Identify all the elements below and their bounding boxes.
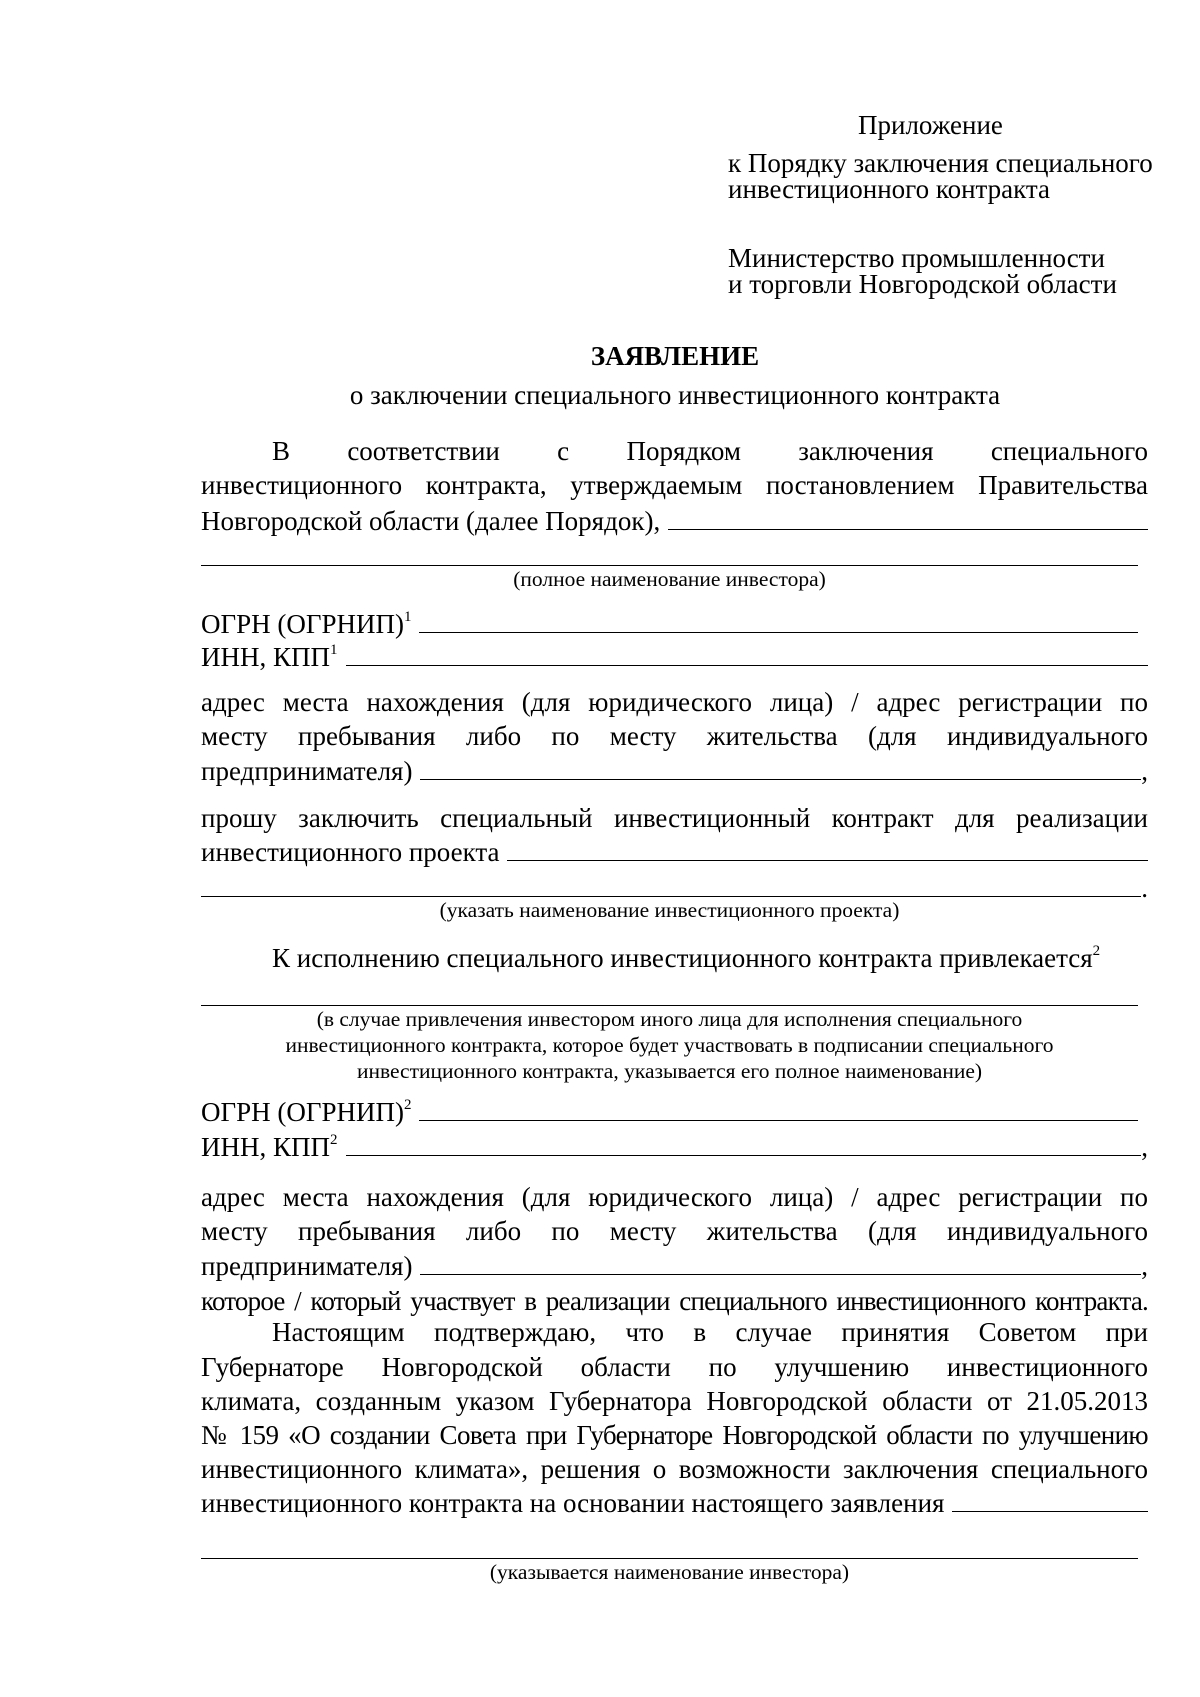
involved-address-field[interactable] <box>420 1250 1141 1275</box>
intro-line1: В соответствии с Порядком заключения специального <box>272 436 1148 466</box>
involved-ogrn-field[interactable] <box>419 1096 1138 1121</box>
investor-inn-row <box>201 640 1148 675</box>
document-title: ЗАЯВЛЕНИЕ <box>590 341 760 371</box>
investor-name-field[interactable] <box>668 505 1148 530</box>
investor-address-comma: , <box>1141 756 1148 786</box>
confirm-investor-field[interactable] <box>952 1487 1148 1512</box>
request-period: . <box>1141 873 1148 903</box>
ministry-line1: Министерство промышленности <box>728 243 1105 273</box>
ministry-line2: и торговли Новгородской области <box>728 269 1117 299</box>
investor-ogrn-label: ОГРН (ОГРНИП)$^1$ <box>201 609 412 639</box>
investor-address-row <box>201 754 1148 789</box>
investor-address-line2: месту пребывания либо по месту жительства (для индивидуального <box>201 721 1148 751</box>
investor-inn-label: ИНН, КПП$^1$ <box>201 642 338 672</box>
confirm-line2: Губернаторе Новгородской области по улучшению инвестиционного <box>201 1352 1148 1382</box>
appendix-label: Приложение <box>858 110 1003 140</box>
intro-line3: Новгородской области (далее Порядок), <box>201 506 661 536</box>
intro-line2: инвестиционного контракта, утверждаемым постановлением Правительства <box>201 470 1148 500</box>
involved-participates-line: которое / который участвует в реализации специального инвестиционного контракта. <box>201 1286 1148 1316</box>
involved-ogrn-label: ОГРН (ОГРНИП)$^2$ <box>201 1097 412 1127</box>
involved-party-line: К исполнению специального инвестиционного контракта привлекается$^2$ <box>272 943 1101 973</box>
project-name-field-line2[interactable] <box>201 872 1141 897</box>
involved-address-line3: предпринимателя) <box>201 1251 413 1281</box>
investor-address-line3: предпринимателя) <box>201 756 413 786</box>
investor-ogrn-row <box>201 607 1138 642</box>
project-name-field[interactable] <box>507 836 1148 861</box>
confirm-investor-row <box>201 1486 1148 1521</box>
involved-inn-label: ИНН, КПП$^2$ <box>201 1132 338 1162</box>
confirm-line4: № 159 «О создании Совета при Губернаторе Новгородской области по улучшению <box>201 1420 1148 1450</box>
project-name-row <box>201 835 1148 870</box>
involved-party-caption3: инвестиционного контракта, указывается его полное наименование) <box>356 1059 983 1083</box>
document-subtitle: о заключении специального инвестиционного контракта <box>349 380 1001 410</box>
confirm-investor-caption: (указывается наименование инвестора) <box>489 1560 850 1584</box>
investor-name-caption: (полное наименование инвестора) <box>513 567 826 591</box>
involved-inn-row <box>201 1130 1148 1165</box>
investor-inn-field[interactable] <box>346 641 1148 666</box>
confirm-line1: Настоящим подтверждаю, что в случае принятия Советом при <box>272 1317 1148 1347</box>
involved-ogrn-row <box>201 1095 1138 1130</box>
project-name-caption: (указать наименование инвестиционного проекта) <box>439 898 900 922</box>
confirm-line6: инвестиционного контракта на основании настоящего заявления <box>201 1488 945 1518</box>
involved-address-line1: адрес места нахождения (для юридического лица) / адрес регистрации по <box>201 1182 1148 1212</box>
involved-party-caption1: (в случае привлечения инвестором иного лица для исполнения специального <box>316 1007 1023 1031</box>
confirm-line5: инвестиционного климата», решения о возможности заключения специального <box>201 1454 1148 1484</box>
investor-ogrn-field[interactable] <box>419 608 1138 633</box>
order-reference-line2: инвестиционного контракта <box>728 174 1051 204</box>
order-reference-line1: к Порядку заключения специального <box>728 148 1153 178</box>
involved-address-row <box>201 1249 1148 1284</box>
involved-address-comma: , <box>1141 1251 1148 1281</box>
request-line2: инвестиционного проекта <box>201 837 500 867</box>
request-line1: прошу заключить специальный инвестиционный контракт для реализации <box>201 803 1148 833</box>
involved-party-caption2: инвестиционного контракта, которое будет участвовать в подписании специального <box>285 1033 1054 1057</box>
investor-address-field[interactable] <box>420 755 1141 780</box>
confirm-line3: климата, созданным указом Губернатора Новгородской области от 21.05.2013 <box>201 1386 1148 1416</box>
investor-name-row <box>201 504 1148 539</box>
involved-address-line2: месту пребывания либо по месту жительства (для индивидуального <box>201 1216 1148 1246</box>
investor-address-line1: адрес места нахождения (для юридического лица) / адрес регистрации по <box>201 687 1148 717</box>
involved-inn-field[interactable] <box>346 1131 1142 1156</box>
involved-inn-comma: , <box>1141 1132 1148 1162</box>
